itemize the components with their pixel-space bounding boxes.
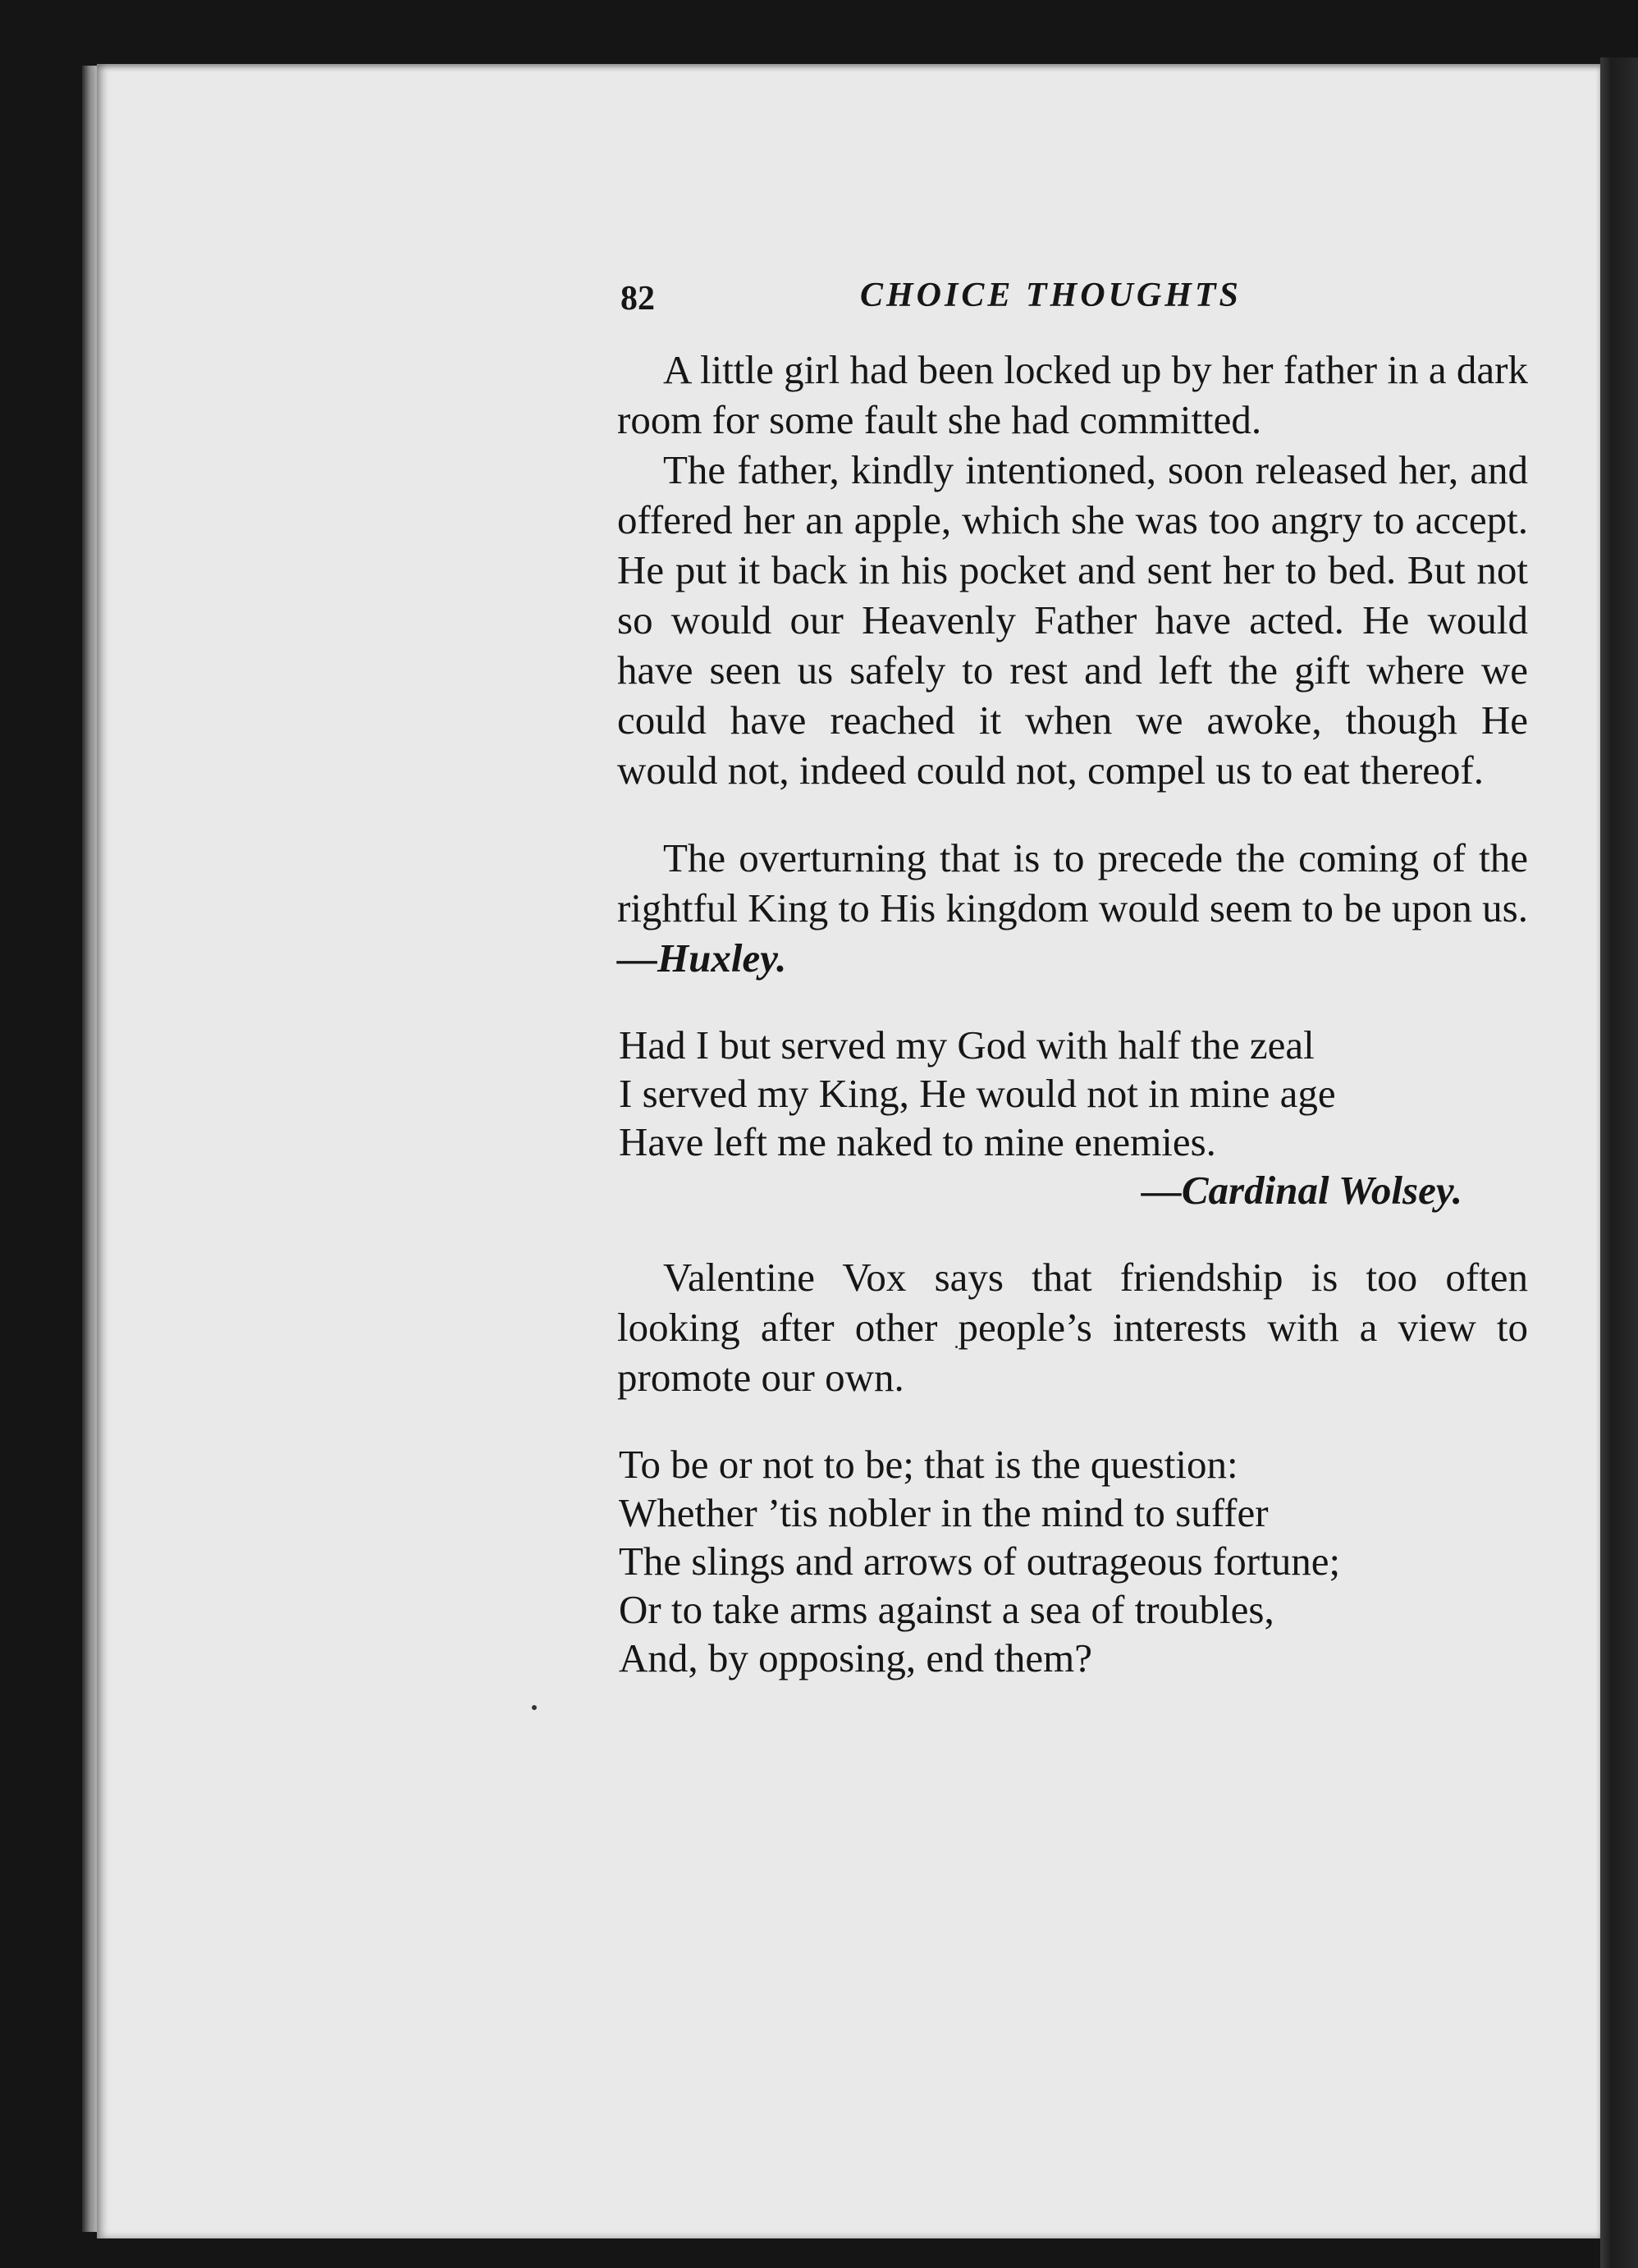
verse-line: Have left me naked to mine enemies. [619, 1119, 1216, 1164]
passage-author-huxley: —Huxley. [617, 935, 787, 981]
section-gap [617, 983, 1528, 1021]
passage-overturning [617, 833, 1528, 983]
verse-attribution-wolsey: —Cardinal Wolsey. [1141, 1168, 1462, 1213]
verse-line: Whether ’tis nobler in the mind to suffer [619, 1490, 1269, 1535]
ink-speck [532, 1705, 537, 1710]
verse-wolsey [617, 1021, 1528, 1214]
section-gap [617, 795, 1528, 833]
verse-line: The slings and arrows of outrageous fortune; [619, 1539, 1341, 1584]
passage-valentine-vox: Valentine Vox says that friendship is too often looking after other people’s interests with a view to promote our own. [617, 1255, 1528, 1400]
verse-hamlet [617, 1440, 1528, 1682]
page-header [617, 263, 1528, 345]
running-head: CHOICE THOUGHTS [860, 277, 1242, 314]
passage-little-girl: A little girl had been locked up by her father in a dark room for some fault she had committed. [617, 347, 1528, 442]
page-number: 82 [620, 280, 655, 318]
page-content [617, 263, 1528, 1682]
book-binding-edge [1600, 57, 1638, 2268]
verse-line: And, by opposing, end them? [619, 1635, 1093, 1680]
verse-line: I served my King, He would not in mine age [619, 1071, 1336, 1116]
section-gap [617, 1402, 1528, 1440]
verse-line: Or to take arms against a sea of troubles, [619, 1587, 1274, 1632]
verse-line: To be or not to be; that is the question: [619, 1442, 1238, 1487]
section-gap [617, 1214, 1528, 1252]
verse-line: Had I but served my God with half the zeal [619, 1022, 1315, 1068]
passage-overturning-text: The overturning that is to precede the coming of the rightful King to His kingdom would seem to be upon us. [617, 835, 1528, 931]
passage-father: The father, kindly intentioned, soon released her, and offered her an apple, which she was too angry to accept. He put it back in his pocket and sent her to bed. But not so would our Heavenly Father have acted. He would have seen us safely to rest and left the gift where we could have reached it when we awoke, though He would not, indeed could not, compel us to eat thereof. [617, 447, 1528, 793]
